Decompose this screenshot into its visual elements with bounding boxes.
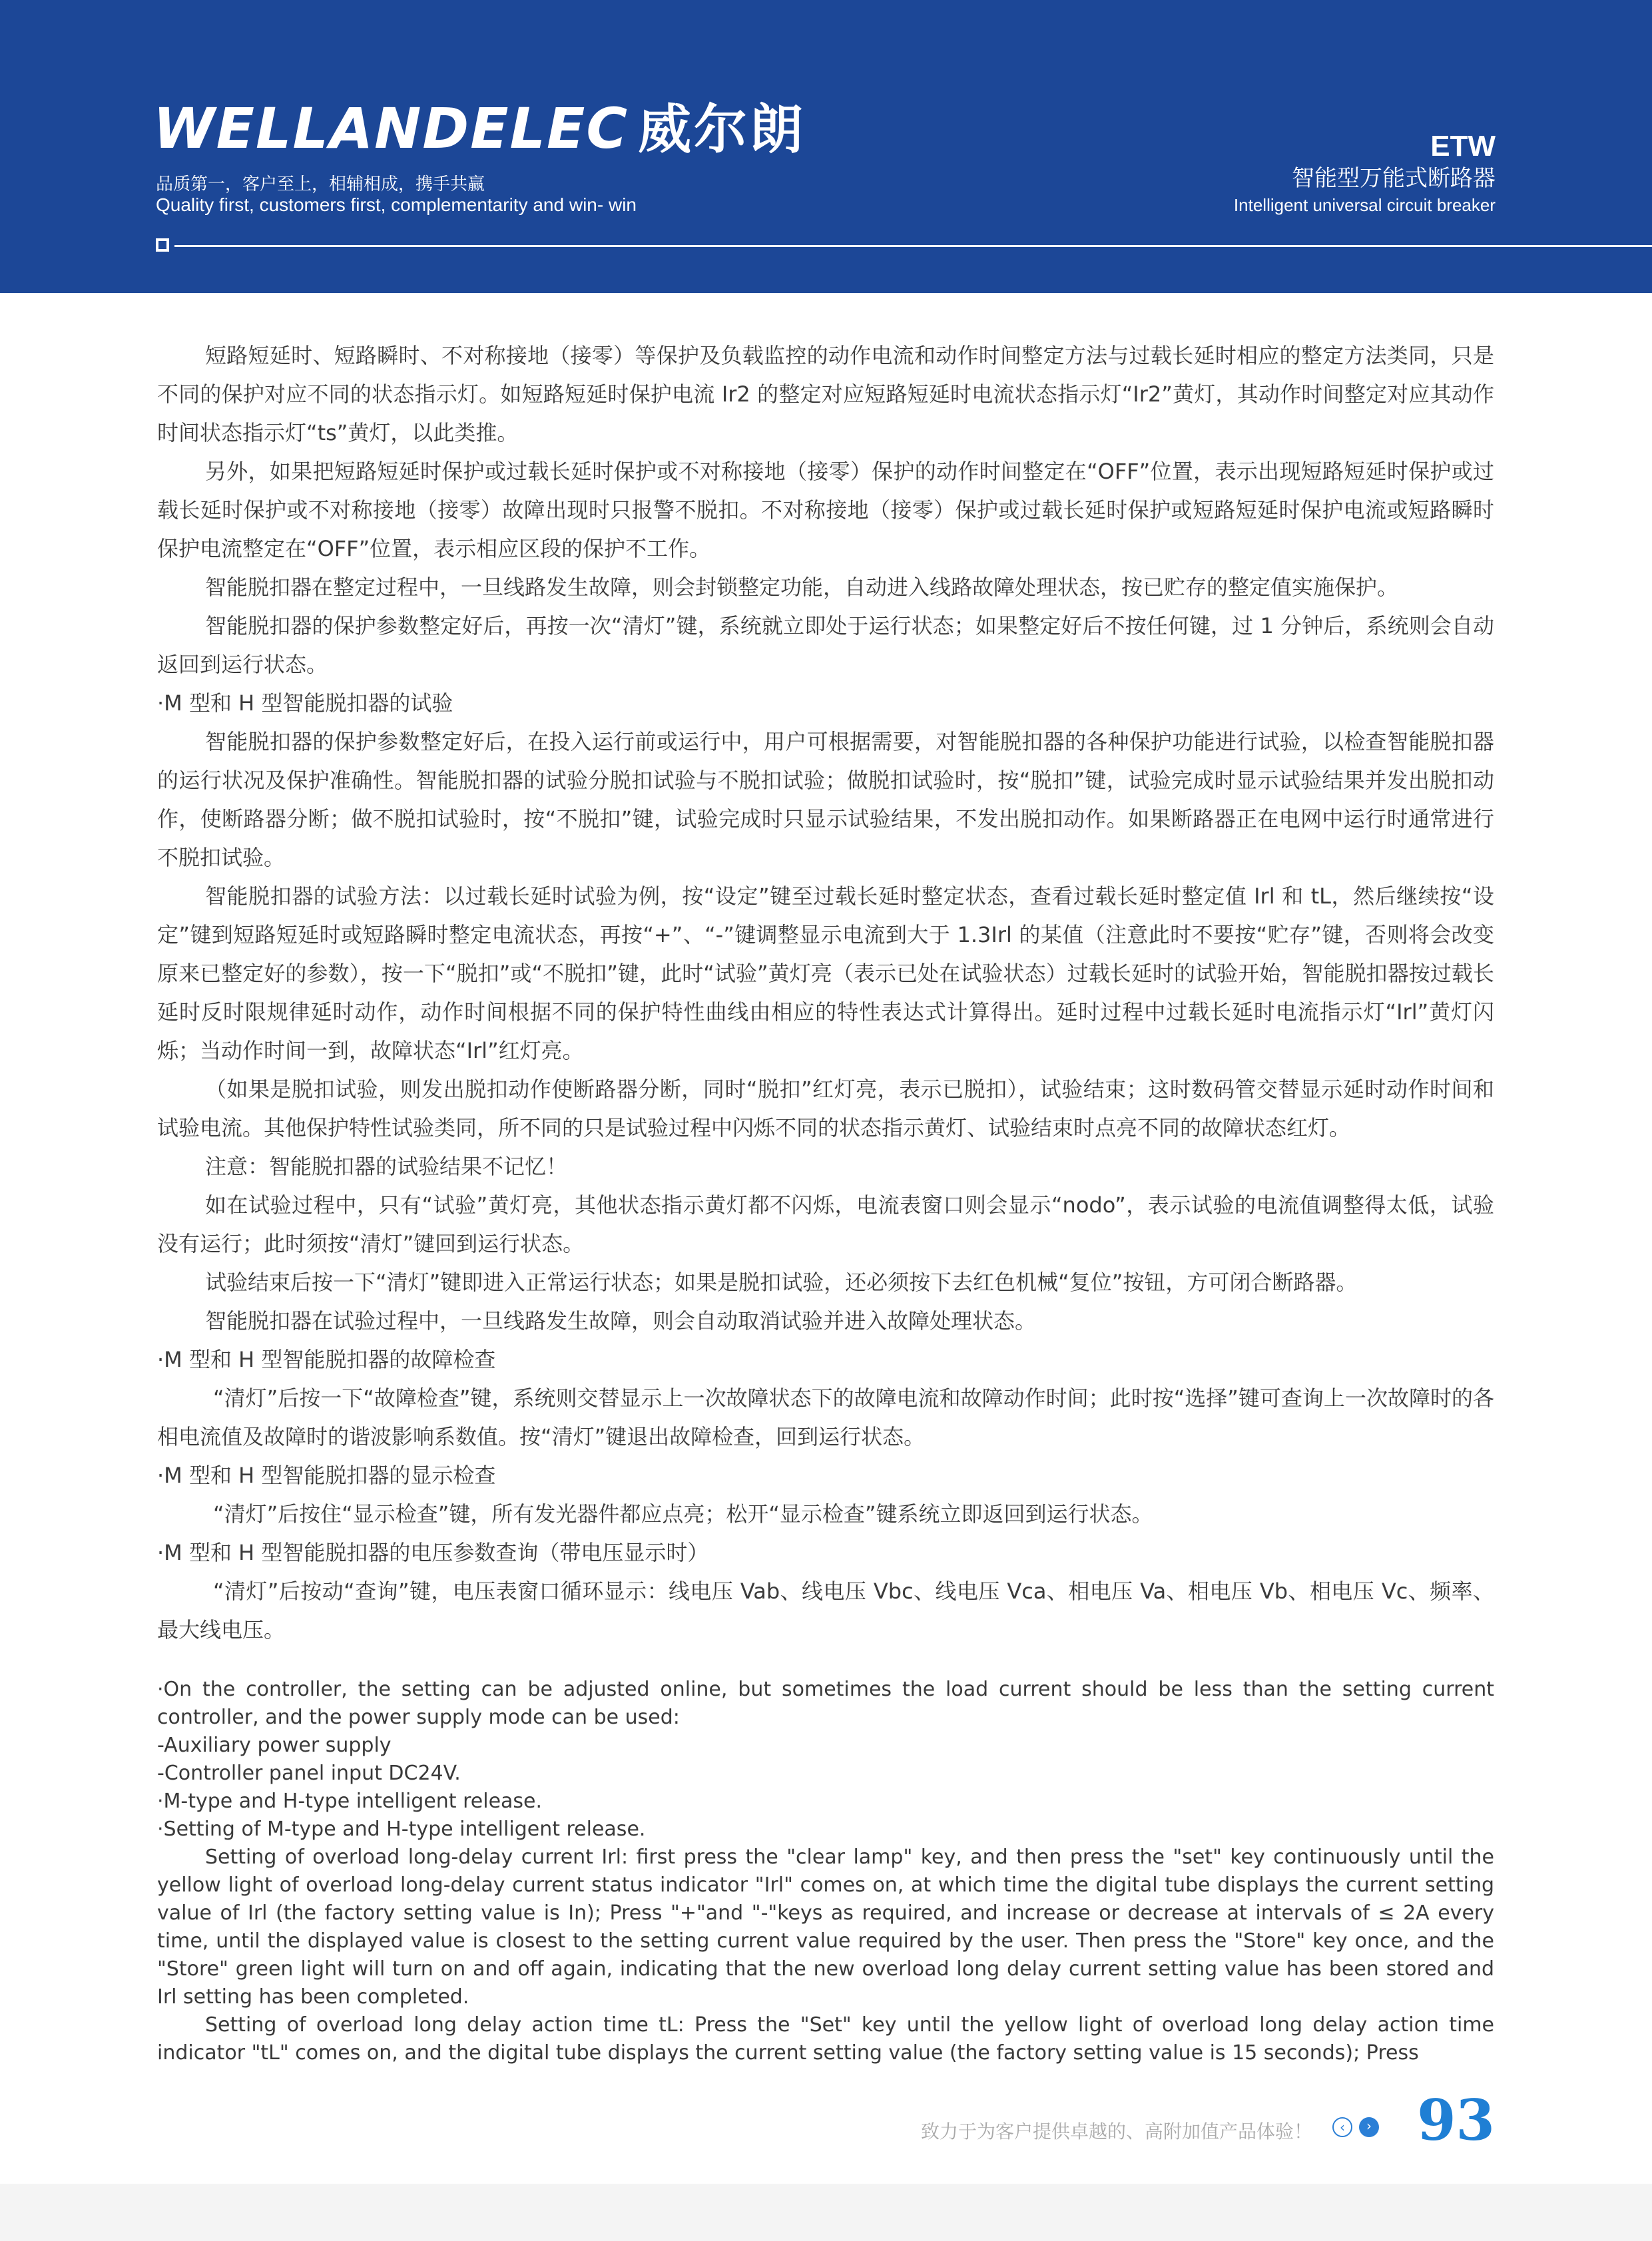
page-number: 93 [1417, 2087, 1495, 2153]
brand-name-en: WELLANDELEC [153, 96, 629, 161]
paragraph: 如在试验过程中，只有“试验”黄灯亮，其他状态指示黄灯都不闪烁，电流表窗口则会显示“nodo”，表示试验的电流值调整得太低，试验没有运行；此时须按“清灯”键回到运行状态。 [157, 1192, 1494, 1256]
paragraph: 另外，如果把短路短延时保护或过载长延时保护或不对称接地（接零）保护的动作时间整定在“OFF”位置，表示出现短路短延时保护或过载长延时保护或不对称接地（接零）故障出现时只报警不脱扣。不对称接地（接零）保护或过载长延时保护或短路短延时保护电流或短路瞬时保护电流整定在“OFF”位置，表示相应区段的保护不工作。 [157, 459, 1494, 561]
en-heading: ·Setting of M-type and H-type intelligent release. [157, 1818, 646, 1841]
section-heading: ·M 型和 H 型智能脱扣器的电压参数查询（带电压显示时） [157, 1540, 709, 1565]
section-heading: ·M 型和 H 型智能脱扣器的试验 [157, 690, 453, 716]
product-code: ETW [1430, 130, 1496, 162]
en-heading: ·M-type and H-type intelligent release. [157, 1790, 543, 1813]
paragraph: “清灯”后按住“显示检查”键，所有发光器件都应点亮；松开“显示检查”键系统立即返回到运行状态。 [213, 1501, 1153, 1527]
paragraph: “清灯”后按动“查询”键，电压表窗口循环显示：线电压 Vab、线电压 Vbc、线电压 Vca、相电压 Va、相电压 Vb、相电压 Vc、频率、最大线电压。 [157, 1579, 1494, 1642]
header-banner [0, 0, 1652, 293]
paragraph: 智能脱扣器的保护参数整定好后，在投入运行前或运行中，用户可根据需要，对智能脱扣器的各种保护功能进行试验，以检查智能脱扣器的运行状况及保护准确性。智能脱扣器的试验分脱扣试验与不脱扣试验；做脱扣试验时，按“脱扣”键，试验完成时显示试验结果并发出脱扣动作，使断路器分断；做不脱扣试验时，按“不脱扣”键，试验完成时只显示试验结果，不发出脱扣动作。如果断路器正在电网中运行时通常进行不脱扣试验。 [157, 729, 1494, 870]
en-paragraph: Setting of overload long-delay current Irl: first press the "clear lamp" key, and then press the "set" key continuously until the yellow light of overload long-delay current status indicator "Irl" comes on, at which time the digital tube displays the current setting value of Irl (the factory setting value is In); Press "+"and "-"keys as required, and increase or decrease at intervals of ≤ 2A every time, until the displayed value is closest to the setting current value required by the user. Then press the "Store" key once, and the "Store" green light will turn on and off again, indicating that the new overload long delay current setting value has been stored and Irl setting has been completed. [157, 1846, 1494, 2009]
paragraph: 智能脱扣器的保护参数整定好后，再按一次“清灯”键，系统就立即处于运行状态；如果整定好后不按任何键，过 1 分钟后，系统则会自动返回到运行状态。 [157, 613, 1494, 677]
brand-name-cn: 威尔朗 [638, 99, 806, 160]
paragraph: 智能脱扣器在试验过程中，一旦线路发生故障，则会自动取消试验并进入故障处理状态。 [205, 1308, 1037, 1334]
english-section [157, 1676, 1494, 2067]
footer-slogan: 致力于为客户提供卓越的、高附加值产品体验！ [920, 2120, 1312, 2142]
slogan-en: Quality first, customers first, complementarity and win- win [156, 194, 637, 215]
paragraph: 智能脱扣器的试验方法：以过载长延时试验为例，按“设定”键至过载长延时整定状态，查看过载长延时整定值 Irl 和 tL，然后继续按“设定”键到短路短延时或短路瞬时整定电流状态，再按“+”、“-”键调整显示电流到大于 1.3Irl 的某值（注意此时不要按“贮存”键，否则将会改变原来已整定好的参数），按一下“脱扣”或“不脱扣”键，此时“试验”黄灯亮（表示已处在试验状态）过载长延时的试验开始，智能脱扣器按过载长延时反时限规律延时动作，动作时间根据不同的保护特性曲线由相应的特性表达式计算得出。延时过程中过载长延时电流指示灯“Irl”黄灯闪烁；当动作时间一到，故障状态“Irl”红灯亮。 [157, 883, 1494, 1063]
next-page-icon[interactable]: › [1359, 2117, 1379, 2137]
en-list-item: -Controller panel input DC24V. [157, 1762, 461, 1785]
page-content [157, 336, 1494, 2067]
paragraph: “清灯”后按一下“故障检查”键，系统则交替显示上一次故障状态下的故障电流和故障动作时间；此时按“选择”键可查询上一次故障时的各相电流值及故障时的谐波影响系数值。按“清灯”键退出故障检查，回到运行状态。 [157, 1385, 1494, 1449]
square-icon [156, 238, 169, 252]
product-heading [1234, 130, 1496, 216]
note: 注意：智能脱扣器的试验结果不记忆！ [205, 1154, 568, 1179]
section-heading: ·M 型和 H 型智能脱扣器的故障检查 [157, 1347, 496, 1372]
en-paragraph: ·On the controller, the setting can be adjusted online, but sometimes the load current should be less than the setting current controller, and the power supply mode can be used: [157, 1678, 1494, 1729]
product-name-en: Intelligent universal circuit breaker [1233, 195, 1496, 215]
previous-page-icon[interactable]: ‹ [1332, 2117, 1352, 2137]
paragraph: 试验结束后按一下“清灯”键即进入正常运行状态；如果是脱扣试验，还必须按下去红色机械“复位”按钮，方可闭合断路器。 [205, 1270, 1358, 1295]
en-paragraph: Setting of overload long delay action time tL: Press the "Set" key until the yellow light of overload long delay action time indicator "tL" comes on, and the digital tube displays the current setting value (the factory setting value is 15 seconds); Press [157, 2013, 1494, 2065]
en-list-item: -Auxiliary power supply [157, 1734, 392, 1757]
section-heading: ·M 型和 H 型智能脱扣器的显示检查 [157, 1463, 496, 1488]
header-divider [174, 245, 1652, 247]
bottom-strip [0, 2184, 1652, 2241]
paragraph: （如果是脱扣试验，则发出脱扣动作使断路器分断，同时“脱扣”红灯亮，表示已脱扣），试验结束；这时数码管交替显示延时动作时间和试验电流。其他保护特性试验类同，所不同的只是试验过程中闪烁不同的状态指示黄灯、试验结束时点亮不同的故障状态红灯。 [157, 1077, 1494, 1140]
paragraph: 智能脱扣器在整定过程中，一旦线路发生故障，则会封锁整定功能，自动进入线路故障处理状态，按已贮存的整定值实施保护。 [205, 575, 1399, 600]
slogan-cn: 品质第一，客户至上，相辅相成，携手共赢 [156, 174, 485, 194]
product-name-cn: 智能型万能式断路器 [1292, 165, 1496, 192]
brand-logo [153, 87, 806, 163]
paragraph: 短路短延时、短路瞬时、不对称接地（接零）等保护及负载监控的动作电流和动作时间整定方法与过载长延时相应的整定方法类同，只是不同的保护对应不同的状态指示灯。如短路短延时保护电流 Ir2 的整定对应短路短延时电流状态指示灯“Ir2”黄灯，其动作时间整定对应其动作时间状态指示灯“ts”黄灯，以此类推。 [157, 343, 1494, 445]
